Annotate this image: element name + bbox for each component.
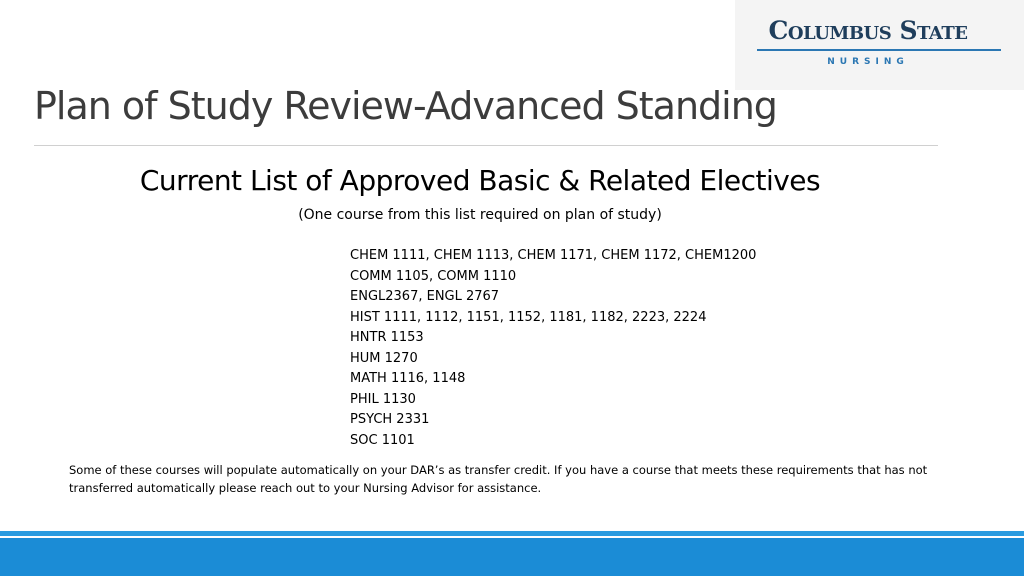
list-item: ENGL2367, ENGL 2767: [350, 289, 500, 304]
section-subheading: (One course from this list required on plan of study): [298, 207, 662, 223]
list-item: HIST 1111, 1112, 1151, 1152, 1181, 1182, 2223, 2224: [350, 309, 707, 325]
logo: [735, 0, 1024, 90]
section-heading: Current List of Approved Basic & Related Electives: [139, 164, 821, 197]
footer-accent-bar: [0, 531, 1024, 536]
list-item: HUM 1270: [350, 350, 418, 366]
list-item: CHEM 1111, CHEM 1113, CHEM 1171, CHEM 1172, CHEM1200: [350, 248, 757, 263]
list-item: HNTR 1153: [350, 330, 424, 345]
course-list: [350, 246, 756, 451]
logo-subtitle: NURSING: [827, 57, 909, 67]
list-item: MATH 1116, 1148: [350, 371, 466, 386]
page-title: Plan of Study Review-Advanced Standing: [34, 84, 777, 128]
footer-bar: [0, 538, 1024, 576]
list-item: PHIL 1130: [350, 391, 416, 407]
logo-divider: [757, 49, 1001, 51]
list-item: PSYCH 2331: [350, 412, 430, 427]
footnote: Some of these courses will populate automatically on your DAR’s as transfer credit. If you have a course that meets these requirements that has not transferred automatically please reach out to your Nursing Advisor for assistance.: [69, 463, 928, 495]
list-item: COMM 1105, COMM 1110: [350, 268, 517, 284]
logo-name: Columbus State: [768, 16, 968, 45]
title-divider: [34, 145, 938, 146]
list-item: SOC 1101: [350, 432, 415, 448]
